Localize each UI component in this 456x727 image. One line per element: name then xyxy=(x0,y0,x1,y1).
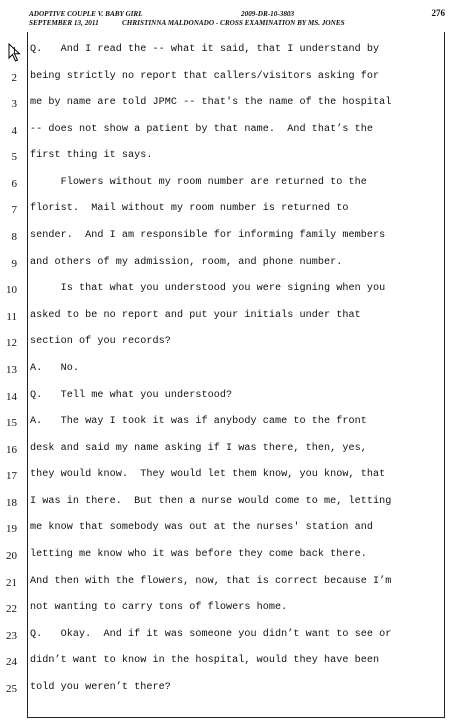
transcript-line: Is that what you understood you were signing when you xyxy=(30,283,386,295)
line-number: 16 xyxy=(6,443,17,456)
transcript-line: Q. And I read the -- what it said, that I understand by xyxy=(30,44,380,55)
line-number: 18 xyxy=(6,496,17,509)
line-number: 19 xyxy=(6,523,17,536)
line-number: 15 xyxy=(6,417,17,430)
transcript-line: told you weren’t there? xyxy=(30,681,171,693)
line-number: 10 xyxy=(6,284,17,297)
line-number: 14 xyxy=(6,390,17,403)
transcript-line: A. The way I took it was if anybody came to the front xyxy=(30,416,367,428)
transcript-line: me by name are told JPMC -- that's the name of the hospital xyxy=(30,97,392,109)
transcript-line: Q. Okay. And if it was someone you didn’t want to see or xyxy=(30,628,392,640)
transcript-line: A. No. xyxy=(30,362,80,374)
line-number: 24 xyxy=(6,656,17,669)
transcript-line: letting me know who it was before they come back there. xyxy=(30,549,367,561)
transcript-line: first thing it says. xyxy=(30,150,153,162)
line-number: 22 xyxy=(6,603,17,616)
line-number: 23 xyxy=(6,629,17,642)
examination-section: CHRISTINNA MALDONADO - CROSS EXAMINATION BY MS. JONES xyxy=(122,19,345,27)
transcript-line: being strictly no report that callers/visitors asking for xyxy=(30,70,380,82)
transcript-line: section of you records? xyxy=(30,336,171,348)
transcript-date: SEPTEMBER 13, 2011 xyxy=(29,19,99,27)
line-number: 3 xyxy=(11,98,17,111)
line-number: 8 xyxy=(11,231,17,244)
transcript-line: me know that somebody was out at the nurses' station and xyxy=(30,522,374,534)
line-number: 20 xyxy=(6,550,17,563)
line-number: 1 xyxy=(11,45,17,57)
transcript-line: And then with the flowers, now, that is correct because I’m xyxy=(30,575,392,587)
transcript-line: I was in there. But then a nurse would come to me, letting xyxy=(30,495,392,507)
transcript-line: Flowers without my room number are returned to the xyxy=(30,176,367,188)
line-number: 7 xyxy=(11,204,17,217)
transcript-line: desk and said my name asking if I was there, then, yes, xyxy=(30,442,367,454)
transcript-line: didn’t want to know in the hospital, would they have been xyxy=(30,655,380,667)
line-number: 13 xyxy=(6,363,17,376)
transcript-line: not wanting to carry tons of flowers home. xyxy=(30,602,288,614)
case-name: ADOPTIVE COUPLE V. BABY GIRL xyxy=(29,10,143,18)
line-number: 21 xyxy=(6,576,17,589)
transcript-line: sender. And I am responsible for informing family members xyxy=(30,230,386,242)
line-number: 6 xyxy=(11,177,17,190)
line-number: 5 xyxy=(11,151,17,164)
case-number: 2009-DR-10-3803 xyxy=(241,10,295,18)
line-number: 2 xyxy=(11,71,17,84)
transcript-line: and others of my admission, room, and phone number. xyxy=(30,256,343,268)
page-number: 276 xyxy=(431,8,445,18)
transcript-line: they would know. They would let them know, you know, that xyxy=(30,469,386,481)
line-number: 4 xyxy=(11,124,17,137)
transcript-line: Q. Tell me what you understood? xyxy=(30,389,233,401)
line-number: 11 xyxy=(6,310,17,323)
transcript-page-frame xyxy=(27,32,445,718)
line-number: 12 xyxy=(6,337,17,350)
line-number: 17 xyxy=(6,470,17,483)
transcript-line: florist. Mail without my room number is returned to xyxy=(30,203,349,215)
line-number: 25 xyxy=(6,682,17,695)
transcript-line: -- does not show a patient by that name. And that’s the xyxy=(30,123,374,135)
transcript-line: asked to be no report and put your initials under that xyxy=(30,309,361,321)
transcript-header xyxy=(29,10,449,32)
line-number: 9 xyxy=(11,257,17,270)
